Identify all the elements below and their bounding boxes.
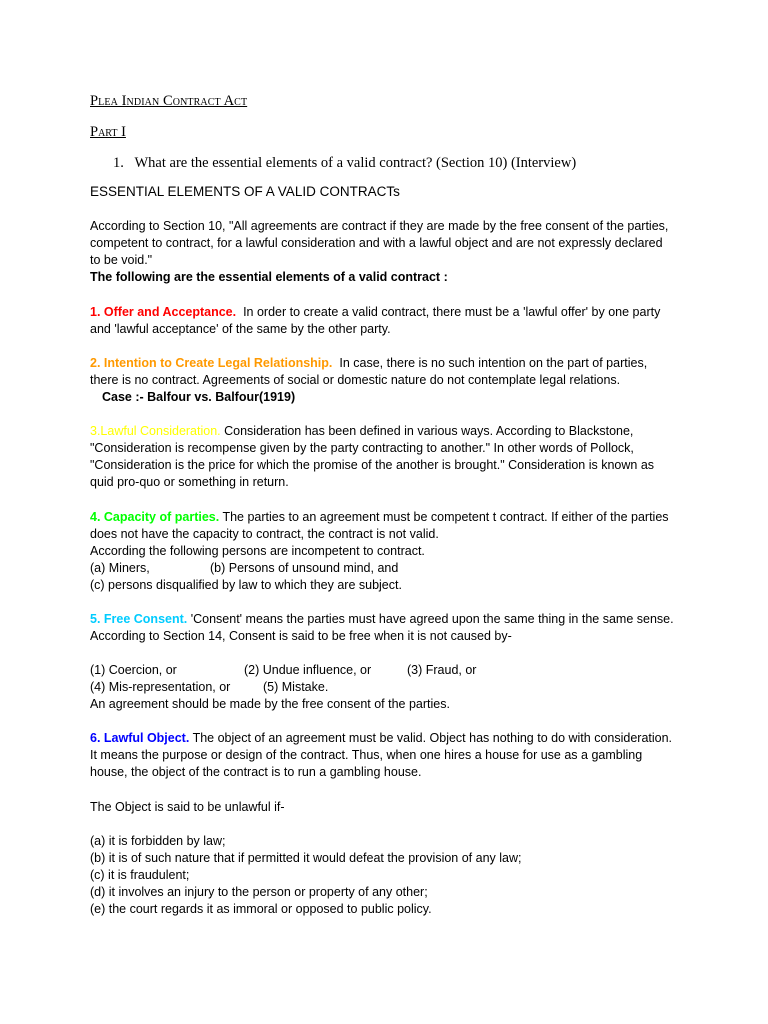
element-text: quid pro-quo or something in return. <box>90 475 289 489</box>
element-text: there is no contract. Agreements of social or domestic nature do not contemplate legal relations. <box>90 373 621 387</box>
question-text: What are the essential elements of a valid contract? (Section 10) (Interview) <box>134 155 577 171</box>
element-text: In order to create a valid contract, there must be a 'lawful offer' by one party <box>243 305 661 319</box>
intro-bold-line: The following are the essential elements of a valid contract : <box>90 270 448 284</box>
element-label: 3.Lawful Consideration. <box>90 424 221 438</box>
element-offer-acceptance <box>90 304 688 338</box>
element-text: "Consideration is the price for which the promise of the another is brought." Consideration is known as <box>90 458 655 472</box>
element-capacity <box>90 509 688 594</box>
intro-paragraph <box>90 218 688 286</box>
element-consideration <box>90 423 688 491</box>
intro-line: According to Section 10, "All agreements are contract if they are made by the free consent of the parties, <box>90 219 669 233</box>
consent-cause-item: (5) Mistake. <box>263 680 329 694</box>
unlawful-item: (c) it is fraudulent; <box>90 868 190 882</box>
element-intention <box>90 355 688 406</box>
consent-cause-item: (1) Coercion, or <box>90 663 177 677</box>
section-heading: ESSENTIAL ELEMENTS OF A VALID CONTRACTs <box>90 184 400 199</box>
unlawful-item: (b) it is of such nature that if permitted it would defeat the provision of any law; <box>90 851 522 865</box>
unlawful-item: (d) it involves an injury to the person or property of any other; <box>90 885 428 899</box>
element-text: An agreement should be made by the free consent of the parties. <box>90 697 450 711</box>
element-text: In case, there is no such intention on the part of parties, <box>339 356 648 370</box>
element-label: 1. Offer and Acceptance. <box>90 305 237 319</box>
element-text: and 'lawful acceptance' of the same by the other party. <box>90 322 391 336</box>
element-text: 'Consent' means the parties must have agreed upon the same thing in the same sense. <box>190 612 674 626</box>
consent-cause-item: (4) Mis-representation, or <box>90 680 231 694</box>
part-heading: Part I <box>90 124 126 140</box>
element-lawful-object <box>90 730 688 781</box>
element-label: 6. Lawful Object. <box>90 731 190 745</box>
element-text: house, the object of the contract is to run a gambling house. <box>90 765 422 779</box>
consent-cause-item: (3) Fraud, or <box>407 663 477 677</box>
question-number: 1. <box>113 155 124 171</box>
element-label: 4. Capacity of parties. <box>90 510 220 524</box>
element-text: According the following persons are incompetent to contract. <box>90 544 425 558</box>
unlawful-intro: The Object is said to be unlawful if- <box>90 800 285 814</box>
unlawful-list <box>90 833 688 918</box>
case-citation: Case :- Balfour vs. Balfour(1919) <box>102 390 296 404</box>
incompetent-item: (a) Miners, <box>90 561 150 575</box>
element-text: It means the purpose or design of the contract. Thus, when one hires a house for use as a gambling <box>90 748 643 762</box>
element-free-consent <box>90 611 688 645</box>
question <box>113 155 576 172</box>
intro-line: competent to contract, for a lawful consideration and with a lawful object and are not expressly declared <box>90 236 663 250</box>
consent-cause-item: (2) Undue influence, or <box>244 663 372 677</box>
element-text: does not have the capacity to contract, the contract is not valid. <box>90 527 439 541</box>
element-label: 5. Free Consent. <box>90 612 188 626</box>
element-text: Consideration has been defined in various ways. According to Blackstone, <box>224 424 634 438</box>
element-text: According to Section 14, Consent is said to be free when it is not caused by- <box>90 629 512 643</box>
element-label: 2. Intention to Create Legal Relationship. <box>90 356 333 370</box>
incompetent-item: (b) Persons of unsound mind, and <box>210 561 399 575</box>
element-text: The object of an agreement must be valid. Object has nothing to do with consideration. <box>192 731 673 745</box>
unlawful-item: (a) it is forbidden by law; <box>90 834 226 848</box>
element-text: "Consideration is recompense given by the party contracting to another." In other words of Pollock, <box>90 441 634 455</box>
consent-causes <box>90 662 688 713</box>
element-text: The parties to an agreement must be competent t contract. If either of the parties <box>222 510 669 524</box>
intro-line: to be void." <box>90 253 153 267</box>
unlawful-item: (e) the court regards it as immoral or opposed to public policy. <box>90 902 432 916</box>
incompetent-item: (c) persons disqualified by law to which they are subject. <box>90 578 402 592</box>
document-title: Plea Indian Contract Act <box>90 93 248 109</box>
